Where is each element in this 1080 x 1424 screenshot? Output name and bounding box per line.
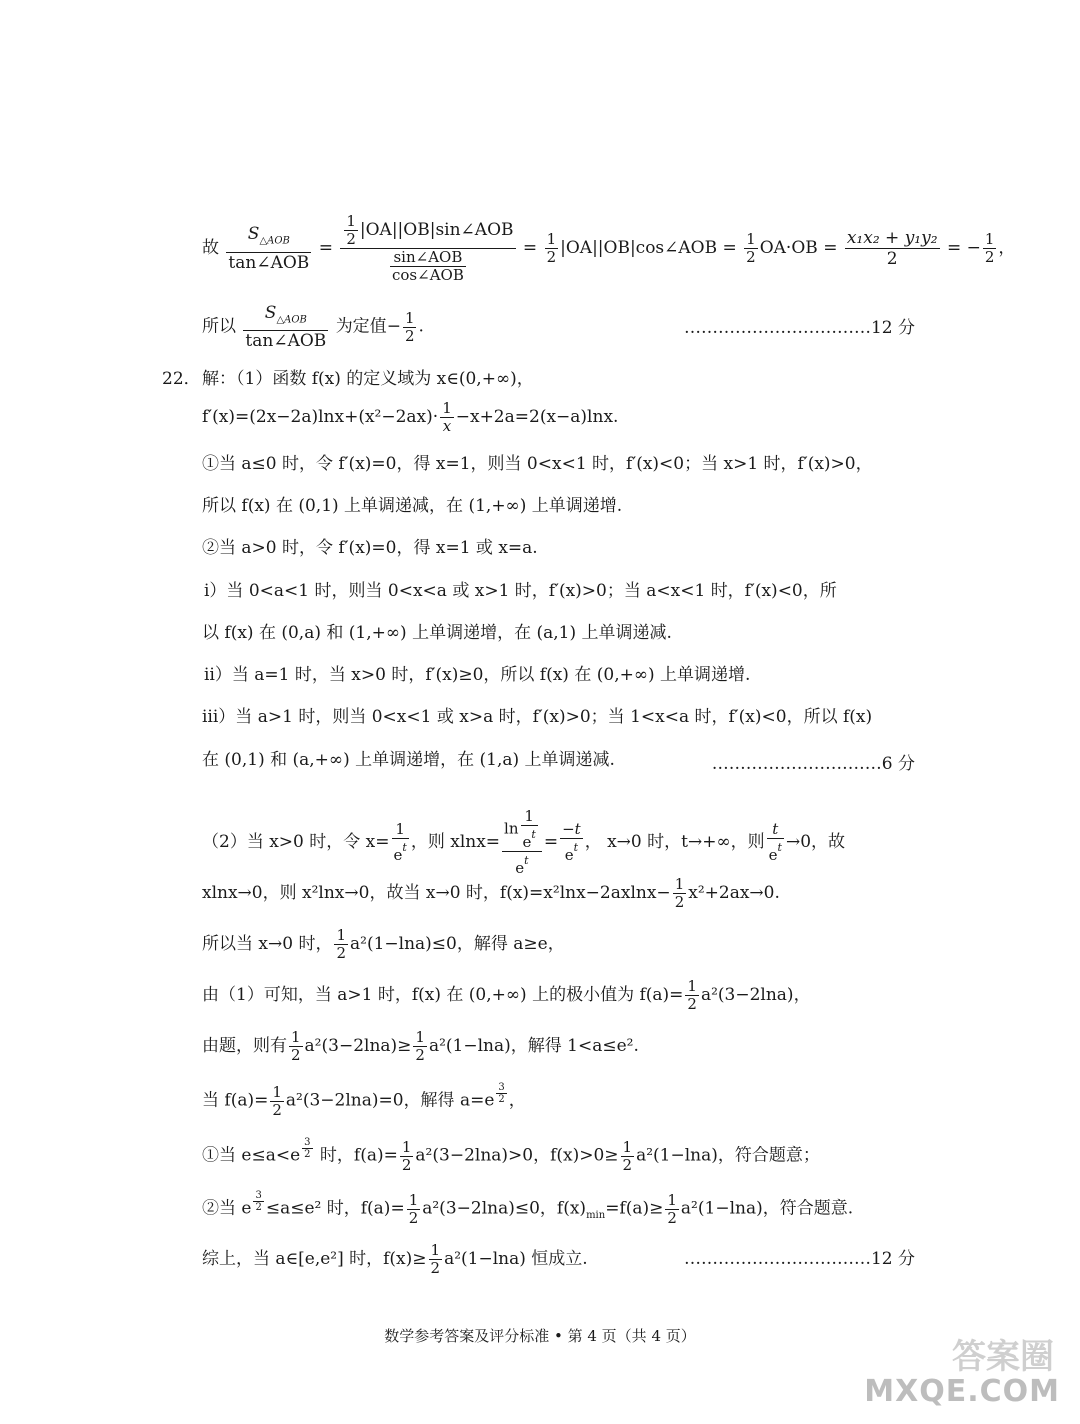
frac-num: 1: [430, 1241, 441, 1259]
score-marker: …………………………6 分: [711, 754, 915, 774]
watermark-site: MXQE.COM: [864, 1374, 1060, 1409]
lead-text: 所以: [202, 316, 236, 337]
part2-line8-a: ②当 e: [202, 1198, 252, 1219]
value-text: 为定值: [335, 316, 387, 337]
half-fraction: [665, 1192, 679, 1227]
part2-line5-c: a²(1−lna)，解得 1<a≤e².: [428, 1036, 639, 1056]
t-exponent: t: [402, 841, 407, 854]
frac-num: 1: [667, 1190, 677, 1209]
frac-num: 1: [272, 1082, 282, 1101]
solution-line-6: ⅰ）当 0<a<1 时，则当 0<x<a 或 x>1 时，f′(x)>0；当 a<x<1 时，f′(x)<0，所: [204, 581, 837, 601]
t-exponent: t: [777, 841, 782, 854]
frac-den: 2: [346, 230, 356, 248]
part2-line7-a: ①当 e≤a<e: [202, 1145, 301, 1166]
frac-num: 1: [674, 875, 685, 893]
sin-text: sin∠AOB: [390, 249, 466, 267]
frac-den: x: [442, 417, 452, 435]
frac-num: 1: [442, 399, 452, 417]
frac-den: 2: [546, 248, 557, 266]
cos-expression: |OA||OB|cos∠AOB: [560, 238, 718, 258]
frac-den: 2: [304, 1149, 311, 1160]
conclusion-b: a²(1−lna) 恒成立.: [444, 1249, 588, 1269]
frac-den: 2: [498, 1094, 505, 1105]
part2-line-4: [202, 978, 811, 1013]
equals-sign: =: [722, 238, 737, 258]
frac-den: 2: [687, 995, 697, 1013]
solution-line-10: 在 (0,1) 和 (a,+∞) 上单调递增，在 (1,a) 上单调递减.: [202, 750, 615, 770]
frac-num: 1: [392, 821, 409, 839]
part2-line-2: [202, 876, 780, 911]
score-marker: ……………………………12 分: [683, 318, 915, 338]
tan-denominator: tan∠AOB: [245, 331, 327, 352]
part2-text-a: （2）当 x>0 时，令 x=: [202, 832, 390, 852]
t-exponent: t: [573, 841, 579, 854]
fraction-s-over-tan: [226, 224, 311, 272]
part2-text-b: ，则 xlnx=: [410, 832, 501, 852]
neg-t-over-et: [560, 821, 583, 864]
watermark: [864, 1325, 1068, 1417]
solution-line-4: 所以 f(x) 在 (0,1) 上单调递减，在 (1,+∞) 上单调递增.: [202, 496, 623, 516]
solution-line-1: 解：（1）函数 f(x) 的定义域为 x∈(0,+∞)，: [202, 369, 534, 389]
frac-num: 3: [304, 1137, 311, 1148]
coord-fraction: [845, 228, 940, 269]
s-symbol: S: [247, 224, 260, 245]
frac-num: 1: [622, 1137, 633, 1156]
formula-line-ratio: [202, 213, 1015, 284]
dot-product: OA·OB: [759, 238, 818, 258]
part2-line7-c: a²(3−2lna)>0，f(x)>0≥: [415, 1145, 619, 1166]
minus-sign: −: [386, 316, 401, 337]
ln-fraction: [502, 808, 542, 877]
frac-num: 1: [346, 212, 356, 230]
frac-den: 2: [984, 248, 995, 266]
part2-line7-d: a²(1−lna)，符合题意；: [636, 1145, 820, 1166]
part2-line6-b: a²(3−2lna)=0，解得 a=e: [285, 1090, 495, 1111]
part2-line3-a: 所以当 x→0 时，: [202, 934, 333, 954]
frac-num: t: [767, 821, 784, 839]
frac-den: 2: [401, 1155, 412, 1174]
equals-sign: =: [946, 238, 962, 258]
t-over-et: [767, 821, 784, 864]
half-fraction: [673, 876, 687, 911]
e-base: e: [564, 846, 574, 864]
frac-num: −t: [562, 820, 581, 838]
e-base: e: [768, 846, 778, 864]
frac-den: 2: [430, 1259, 441, 1277]
solution-line-8: ⅱ）当 a=1 时，当 x>0 时，f′(x)≥0，所以 f(x) 在 (0,+∞) 上单调递增.: [204, 665, 751, 685]
cos-text: cos∠AOB: [392, 266, 464, 284]
part2-line-6: [202, 1082, 526, 1119]
part2-line-3: [202, 927, 565, 962]
part2-line8-b: ≤a≤e² 时，f(a)=: [265, 1198, 405, 1219]
fraction-s-over-tan: [243, 303, 328, 351]
solution-line-3: ①当 a≤0 时，令 f′(x)=0，得 x=1，则当 0<x<1 时，f′(x)<0；当 x>1 时，f′(x)>0，: [202, 454, 873, 474]
minus-sign: −: [966, 238, 981, 258]
frac-num: 1: [521, 808, 538, 826]
half-fraction: [270, 1084, 284, 1119]
part2-line2-a: xlnx→0，则 x²lnx→0，故当 x→0 时，f(x)=x²lnx−2axlnx−: [202, 883, 671, 903]
s-subscript: △AOB: [276, 314, 307, 326]
half-fraction: [545, 231, 559, 266]
part2-line4-a: 由（1）可知，当 a>1 时，f(x) 在 (0,+∞) 上的极小值为 f(a)=: [202, 985, 684, 1005]
part2-line5-b: a²(3−2lna)≥: [304, 1036, 412, 1056]
frac-den: 2: [336, 944, 347, 962]
part2-line4-b: a²(3−2lna)，: [700, 985, 811, 1005]
comma: ，: [998, 238, 1016, 258]
sin-over-cos: [390, 249, 466, 284]
frac-num: 1: [687, 977, 697, 995]
derivative-part-2: −x+2a=2(x−a)lnx.: [455, 407, 619, 427]
score-marker: ……………………………12 分: [683, 1249, 915, 1269]
derivative-part-1: f′(x)=(2x−2a)lnx+(x²−2ax)·: [202, 407, 439, 427]
ln-text: ln: [504, 819, 519, 838]
frac-num: 1: [415, 1028, 425, 1046]
half-fraction: [413, 1029, 427, 1064]
e-base: e: [515, 859, 525, 877]
frac-num: 1: [984, 230, 995, 248]
half-fraction: [744, 231, 758, 266]
half-fraction: [621, 1139, 635, 1174]
e-base: e: [522, 833, 532, 851]
one-over-x: [440, 400, 454, 435]
equals-sign: =: [823, 238, 838, 258]
one-over-et: [521, 808, 538, 851]
three-halves-exponent: [253, 1190, 263, 1213]
conclusion-a: 综上，当 a∈[e,e²] 时，f(x)≥: [202, 1249, 427, 1269]
frac-den: 2: [415, 1046, 425, 1064]
solution-line-5: ②当 a>0 时，令 f′(x)=0，得 x=1 或 x=a.: [202, 538, 538, 558]
min-subscript: min: [586, 1209, 606, 1221]
part2-conclusion: [202, 1242, 588, 1277]
area-expression: |OA||OB|sin∠AOB: [359, 220, 514, 240]
half-fraction: [407, 1192, 421, 1227]
part2-line3-b: a²(1−lna)≤0，解得 a≥e，: [350, 934, 565, 954]
equals-sign: =: [543, 832, 559, 852]
half-fraction: [403, 310, 417, 345]
frac-den: 2: [622, 1155, 633, 1174]
three-halves-exponent: [496, 1082, 506, 1105]
tan-denominator: tan∠AOB: [228, 252, 310, 273]
coord-den: 2: [886, 249, 898, 269]
half-fraction: [334, 927, 348, 962]
frac-num: 3: [498, 1082, 505, 1093]
e-base: e: [393, 846, 403, 864]
frac-num: 1: [291, 1028, 301, 1046]
question-number: 22．: [162, 369, 201, 389]
half-fraction: [983, 231, 997, 266]
solution-line-7: 以 f(x) 在 (0,a) 和 (1,+∞) 上单调递增，在 (a,1) 上单调递减.: [202, 623, 672, 643]
frac-den: 2: [404, 326, 415, 345]
frac-num: 3: [255, 1190, 262, 1201]
frac-den: 2: [408, 1208, 419, 1227]
half-fraction: [429, 1242, 443, 1277]
frac-num: 1: [746, 230, 756, 248]
s-subscript: △AOB: [259, 235, 290, 247]
fraction-big: [340, 213, 515, 284]
part2-text-d: →0，故: [785, 832, 846, 852]
page-footer: 数学参考答案及评分标准 • 第 4 页（共 4 页）: [384, 1327, 696, 1345]
part2-line6-c: ，: [508, 1090, 526, 1111]
one-over-et: [392, 821, 409, 864]
part2-line8-d: =f(a)≥: [605, 1198, 664, 1219]
part2-line-8: [202, 1190, 853, 1227]
equals-sign: =: [522, 238, 538, 258]
period: .: [418, 316, 424, 337]
half-fraction: [289, 1029, 303, 1064]
t-exponent: t: [531, 828, 536, 841]
frac-den: 2: [291, 1046, 301, 1064]
s-symbol: S: [264, 303, 277, 323]
part2-line2-b: x²+2ax→0.: [688, 883, 780, 903]
part2-text-c: x→0 时，t→+∞，则: [607, 832, 765, 852]
frac-den: 2: [667, 1208, 677, 1227]
derivative-line: [202, 400, 618, 435]
formula-line-constant: [202, 303, 424, 351]
part2-line-7: [202, 1137, 820, 1174]
frac-num: 1: [336, 926, 347, 944]
part2-line8-e: a²(1−lna)，符合题意.: [680, 1198, 854, 1219]
coord-num: x₁x₂ + y₁y₂: [846, 228, 938, 248]
frac-num: 1: [401, 1137, 412, 1156]
part2-line5-a: 由题，则有: [202, 1036, 287, 1056]
part2-line8-c: a²(3−2lna)≤0，f(x): [422, 1198, 587, 1219]
frac-num: 1: [404, 308, 415, 327]
part2-line-5: [202, 1029, 639, 1064]
half-fraction: [400, 1139, 414, 1174]
part2-line7-b: 时，f(a)=: [314, 1145, 398, 1166]
part2-line-1: （2）当 x>0 时，令 x= $\frac{1}{e^t}$ ，则 xlnx= ln $\frac{1}{e^t}$ $e^t$ = $\frac{-t}{e^t}$ ， x→0 时，t→+∞，则 $\frac{t}{e^t}$ →0，故: [202, 807, 846, 877]
watermark-logo: 答案圈: [952, 1337, 1054, 1377]
frac-num: 1: [408, 1190, 419, 1209]
half-fraction: [685, 978, 699, 1013]
part2-line6-a: 当 f(a)=: [202, 1090, 269, 1111]
frac-den: 2: [272, 1100, 282, 1119]
frac-num: 1: [546, 230, 557, 248]
equals-sign: =: [318, 238, 333, 258]
half-fraction: [344, 213, 358, 248]
solution-line-9: ⅲ）当 a>1 时，则当 0<x<1 或 x>a 时，f′(x)>0；当 1<x<a 时，f′(x)<0，所以 f(x): [202, 707, 873, 727]
frac-den: 2: [255, 1202, 262, 1213]
frac-den: 2: [746, 248, 756, 266]
frac-den: 2: [674, 893, 685, 911]
three-halves-exponent: [302, 1137, 312, 1160]
t-exponent: t: [524, 854, 529, 867]
lead-text: 故: [202, 238, 219, 258]
